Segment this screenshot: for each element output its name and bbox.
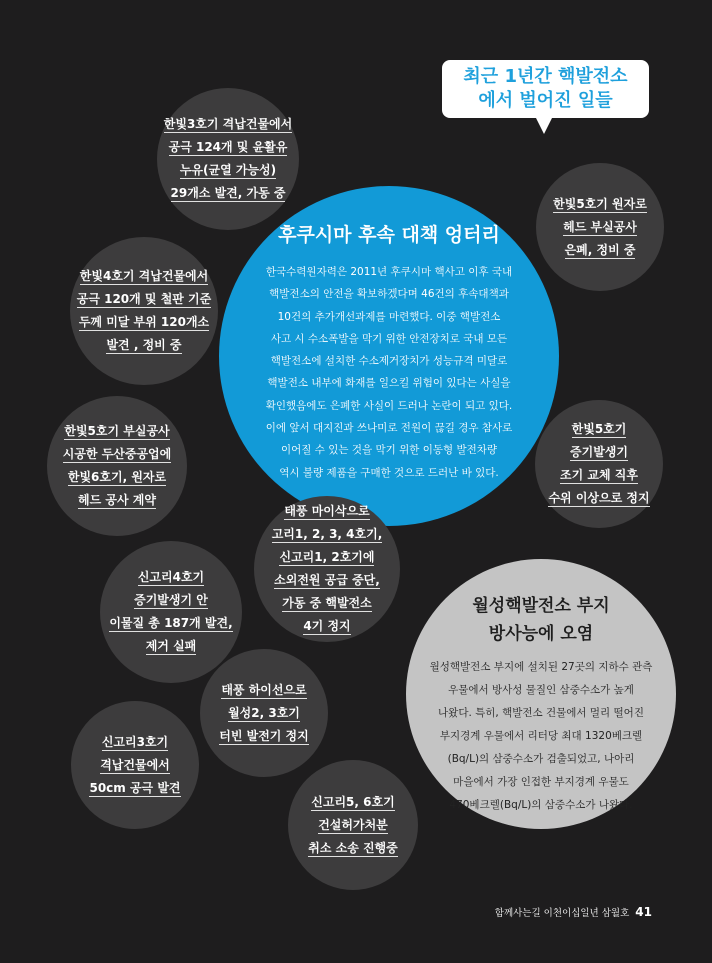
fukushima-line: 사고 시 수소폭발을 막기 위한 안전장치로 국내 모든 bbox=[270, 332, 508, 345]
wolsong-heading bbox=[406, 592, 676, 648]
page-number: 41 bbox=[635, 905, 652, 919]
wolsong-line: 월성핵발전소 부지에 설치된 27곳의 지하수 관측 bbox=[429, 661, 653, 673]
bubble-line: 터빈 발전기 정지 bbox=[219, 728, 309, 743]
bubble-shinkori3-gap bbox=[71, 701, 199, 829]
bubble-line: 가동 중 핵발전소 bbox=[282, 596, 372, 610]
bubble-line: 제거 실패 bbox=[145, 639, 197, 653]
bubble-hanbit5-steam-generator bbox=[535, 400, 663, 528]
bubble-line: 시공한 두산중공업에 bbox=[62, 447, 172, 461]
fukushima-line: 핵발전소의 안전을 확보하겠다며 46건의 후속대책과 bbox=[269, 288, 509, 301]
title-line-2: 에서 벌어진 일들 bbox=[478, 90, 613, 111]
fukushima-line: 핵발전소에 설치한 수소제거장치가 성능규격 미달로 bbox=[270, 355, 508, 368]
bubble-line: 증기발생기 bbox=[570, 445, 628, 459]
bubble-hanbit5-contract bbox=[47, 396, 187, 536]
bubble-line: 29개소 발견, 가동 중 bbox=[170, 186, 286, 200]
bubble-line: 발견 , 정비 중 bbox=[106, 338, 182, 352]
fukushima-line: 이어질 수 있는 것을 막기 위한 이동형 발전차량 bbox=[280, 444, 498, 457]
fukushima-line: 이에 앞서 대지진과 쓰나미로 전원이 끊길 경우 참사로 bbox=[265, 422, 513, 435]
bubble-line: 4기 정지 bbox=[303, 619, 351, 633]
page-footer bbox=[495, 905, 652, 919]
bubble-line: 격납건물에서 bbox=[100, 757, 170, 772]
bubble-line: 태풍 마이삭으로 bbox=[284, 504, 370, 518]
bubble-hanbit4-gaps bbox=[70, 237, 218, 385]
bubble-line: 한빛5호기 원자로 bbox=[553, 196, 647, 211]
fukushima-line: 확인했음에도 은폐한 사실이 드러나 논란이 되고 있다. bbox=[265, 399, 513, 412]
bubble-line: 증기발생기 안 bbox=[134, 593, 208, 607]
wolsong-line: 부지경계 우물에서 리터당 최대 1320베크렐 bbox=[439, 730, 643, 742]
bubble-line: 한빛4호기 격납건물에서 bbox=[79, 269, 209, 283]
fukushima-followup-circle bbox=[219, 186, 559, 526]
wolsong-line: (Bq/L)의 삼중수소가 검출되었고, 나아리 bbox=[447, 753, 635, 765]
title-line-1: 최근 1년간 핵발전소 bbox=[463, 66, 628, 87]
bubble-typhoon-haishen bbox=[200, 649, 328, 777]
wolsong-heading-line-1: 월성핵발전소 부지 bbox=[472, 596, 610, 616]
bubble-line: 헤드 공사 계약 bbox=[78, 493, 156, 507]
bubble-line: 헤드 부실공사 bbox=[563, 219, 637, 234]
bubble-line: 수위 이상으로 정지 bbox=[548, 491, 650, 505]
fukushima-line: 10건의 추가개선과제를 마련했다. 이중 핵발전소 bbox=[277, 310, 501, 323]
bubble-typhoon-maysak bbox=[254, 496, 400, 642]
bubble-line: 신고리1, 2호기에 bbox=[279, 550, 375, 564]
bubble-line: 월성2, 3호기 bbox=[228, 705, 300, 720]
fukushima-body bbox=[219, 261, 559, 484]
bubble-line: 50cm 공극 발견 bbox=[89, 780, 181, 795]
wolsong-contamination-circle bbox=[406, 559, 676, 829]
wolsong-line: 470베크렐(Bq/L)의 삼중수소가 나왔다. bbox=[449, 799, 633, 811]
bubble-line: 한빛3호기 격납건물에서 bbox=[163, 117, 293, 131]
bubble-line: 소외전원 공급 중단, bbox=[274, 573, 380, 587]
bubble-line: 태풍 하이선으로 bbox=[221, 682, 307, 697]
bubble-line: 한빛5호기 부실공사 bbox=[64, 424, 170, 438]
bubble-line: 은폐, 정비 중 bbox=[564, 242, 636, 257]
bubble-line: 한빛6호기, 원자로 bbox=[67, 470, 167, 484]
bubble-line: 공극 120개 및 철판 기준 bbox=[76, 292, 212, 306]
bubble-line: 취소 소송 진행중 bbox=[308, 840, 398, 855]
speech-bubble-tail bbox=[535, 116, 553, 134]
bubble-line: 조기 교체 직후 bbox=[560, 468, 638, 482]
wolsong-heading-line-2: 방사능에 오염 bbox=[488, 624, 594, 644]
fukushima-line: 역시 불량 제품을 구매한 것으로 드러난 바 있다. bbox=[279, 466, 499, 479]
bubble-line: 건설허가처분 bbox=[318, 817, 388, 832]
bubble-shinkori56-lawsuit bbox=[288, 760, 418, 890]
bubble-line: 신고리5, 6호기 bbox=[311, 794, 395, 809]
fukushima-heading: 후쿠시마 후속 대책 엉터리 bbox=[278, 224, 500, 246]
bubble-line: 두께 미달 부위 120개소 bbox=[78, 315, 210, 329]
title-speech-bubble bbox=[442, 60, 649, 118]
bubble-line: 신고리3호기 bbox=[101, 734, 169, 749]
fukushima-line: 핵발전소 내부에 화재를 일으킬 위험이 있다는 사실을 bbox=[267, 377, 511, 390]
bubble-shinkori4-debris bbox=[100, 541, 242, 683]
wolsong-line: 나왔다. 특히, 핵발전소 건물에서 멀리 떨어진 bbox=[438, 707, 644, 719]
bubble-line: 누유(균열 가능성) bbox=[179, 163, 277, 177]
bubble-line: 이물질 총 187개 발견, bbox=[109, 616, 233, 630]
fukushima-line: 한국수력원자력은 2011년 후쿠시마 핵사고 이후 국내 bbox=[265, 266, 513, 278]
bubble-line: 공극 124개 및 윤활유 bbox=[168, 140, 288, 154]
bubble-line: 고리1, 2, 3, 4호기, bbox=[271, 527, 383, 541]
bubble-line: 신고리4호기 bbox=[137, 570, 205, 584]
wolsong-body bbox=[406, 656, 676, 817]
wolsong-line: 우물에서 방사성 물질인 삼중수소가 높게 bbox=[448, 684, 634, 696]
bubble-hanbit3-gaps bbox=[157, 88, 299, 230]
bubble-line: 한빛5호기 bbox=[571, 422, 627, 436]
wolsong-line: 마을에서 가장 인접한 부지경계 우물도 bbox=[453, 776, 629, 788]
magazine-issue: 함께사는길 이천이십일년 삼월호 bbox=[494, 908, 630, 919]
